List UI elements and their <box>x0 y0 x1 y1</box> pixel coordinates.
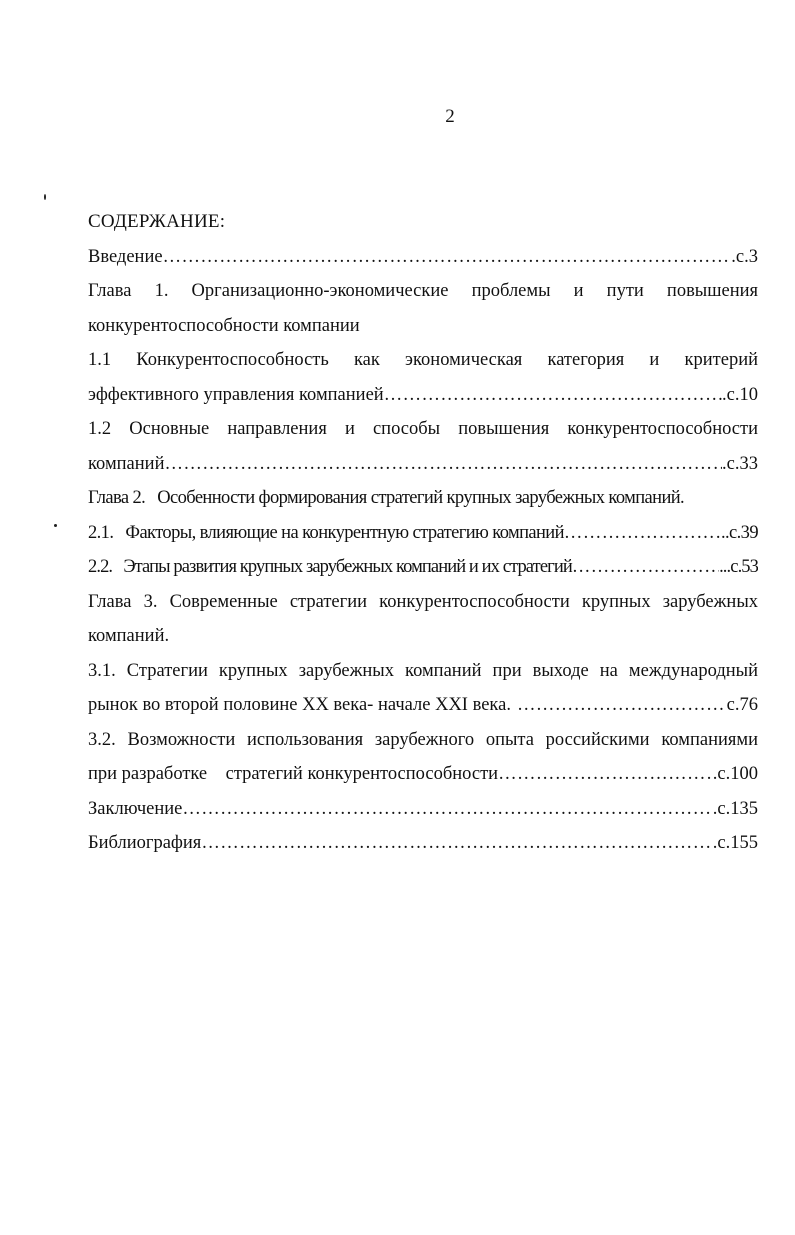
toc-chapter-2-line[interactable]: Глава 2. Особенности формирования стратегий крупных зарубежных компаний. <box>88 488 685 508</box>
toc-entry-section-3-2[interactable] <box>88 757 758 792</box>
toc-entry-page: .с.33 <box>722 453 758 474</box>
toc-entry-section-1-2[interactable] <box>88 447 758 482</box>
toc-entry-section-2-1[interactable] <box>88 516 758 551</box>
leader-dots <box>384 378 722 413</box>
toc-entry-page: .с.100 <box>712 764 758 784</box>
toc-entry-label: 2.1. Факторы, влияющие на конкурентную стратегию компаний <box>88 522 564 543</box>
leader-dots <box>164 447 722 482</box>
toc-entry-section-2-2[interactable] <box>88 550 758 585</box>
toc-entry-page: .с.10 <box>722 384 758 405</box>
toc-entry-bibliography[interactable] <box>88 826 758 861</box>
toc-entry-label: Введение <box>88 246 163 267</box>
toc-entry-section-1-1[interactable] <box>88 378 758 413</box>
toc-chapter-3-line[interactable]: Глава 3. Современные стратегии конкурентоспособности крупных зарубежных <box>88 591 758 612</box>
toc-section-3-2-line[interactable]: 3.2. Возможности использования зарубежного опыта российскими компаниями <box>88 729 758 750</box>
toc-entry-label: Библиография <box>88 833 202 853</box>
leader-dots <box>182 792 712 827</box>
toc-entry-page: с.76 <box>726 695 758 715</box>
toc-section-1-2-line[interactable]: 1.2 Основные направления и способы повышения конкурентоспособности <box>88 419 758 439</box>
toc-section-3-1-line[interactable]: 3.1. Стратегии крупных зарубежных компаний при выходе на международный <box>88 660 758 681</box>
toc-chapter-3-line-cont[interactable]: компаний. <box>88 626 170 646</box>
toc-entry-page: .с.135 <box>712 798 758 819</box>
leader-dots <box>163 240 732 275</box>
scan-speck <box>54 524 57 527</box>
toc-entry-label: компаний <box>88 453 165 474</box>
toc-section-1-1-line[interactable]: 1.1 Конкурентоспособность как экономическая категория и критерий <box>88 350 758 370</box>
toc-chapter-1-line-cont[interactable]: конкурентоспособности компании <box>88 315 360 336</box>
leader-dots <box>201 826 712 861</box>
leader-dots <box>564 516 721 551</box>
leader-dots <box>498 757 713 792</box>
table-of-contents <box>88 205 758 861</box>
toc-entry-label: рынок во второй половине XX века- начале XXI века. <box>88 695 511 715</box>
leader-dots <box>572 550 719 585</box>
toc-entry-page: ..с.39 <box>721 522 758 543</box>
toc-entry-section-3-1[interactable] <box>88 688 758 723</box>
toc-entry-intro[interactable] <box>88 240 758 275</box>
toc-entry-label: при разработке стратегий конкурентоспособности <box>88 764 499 784</box>
leader-dots <box>517 688 723 723</box>
toc-entry-page: ...с.53 <box>719 557 758 577</box>
toc-title: СОДЕРЖАНИЕ: <box>88 211 226 232</box>
toc-entry-page: .с.155 <box>712 833 758 853</box>
toc-entry-page: .с.3 <box>731 246 758 267</box>
scan-speck <box>44 194 46 200</box>
toc-entry-conclusion[interactable] <box>88 792 758 827</box>
toc-entry-label: эффективного управления компанией <box>88 384 384 405</box>
page-number: 2 <box>445 106 455 127</box>
toc-chapter-1-line[interactable]: Глава 1. Организационно-экономические проблемы и пути повышения <box>88 281 758 301</box>
toc-entry-label: 2.2. Этапы развития крупных зарубежных компаний и их стратегий <box>88 557 572 577</box>
toc-entry-label: Заключение <box>88 798 183 819</box>
